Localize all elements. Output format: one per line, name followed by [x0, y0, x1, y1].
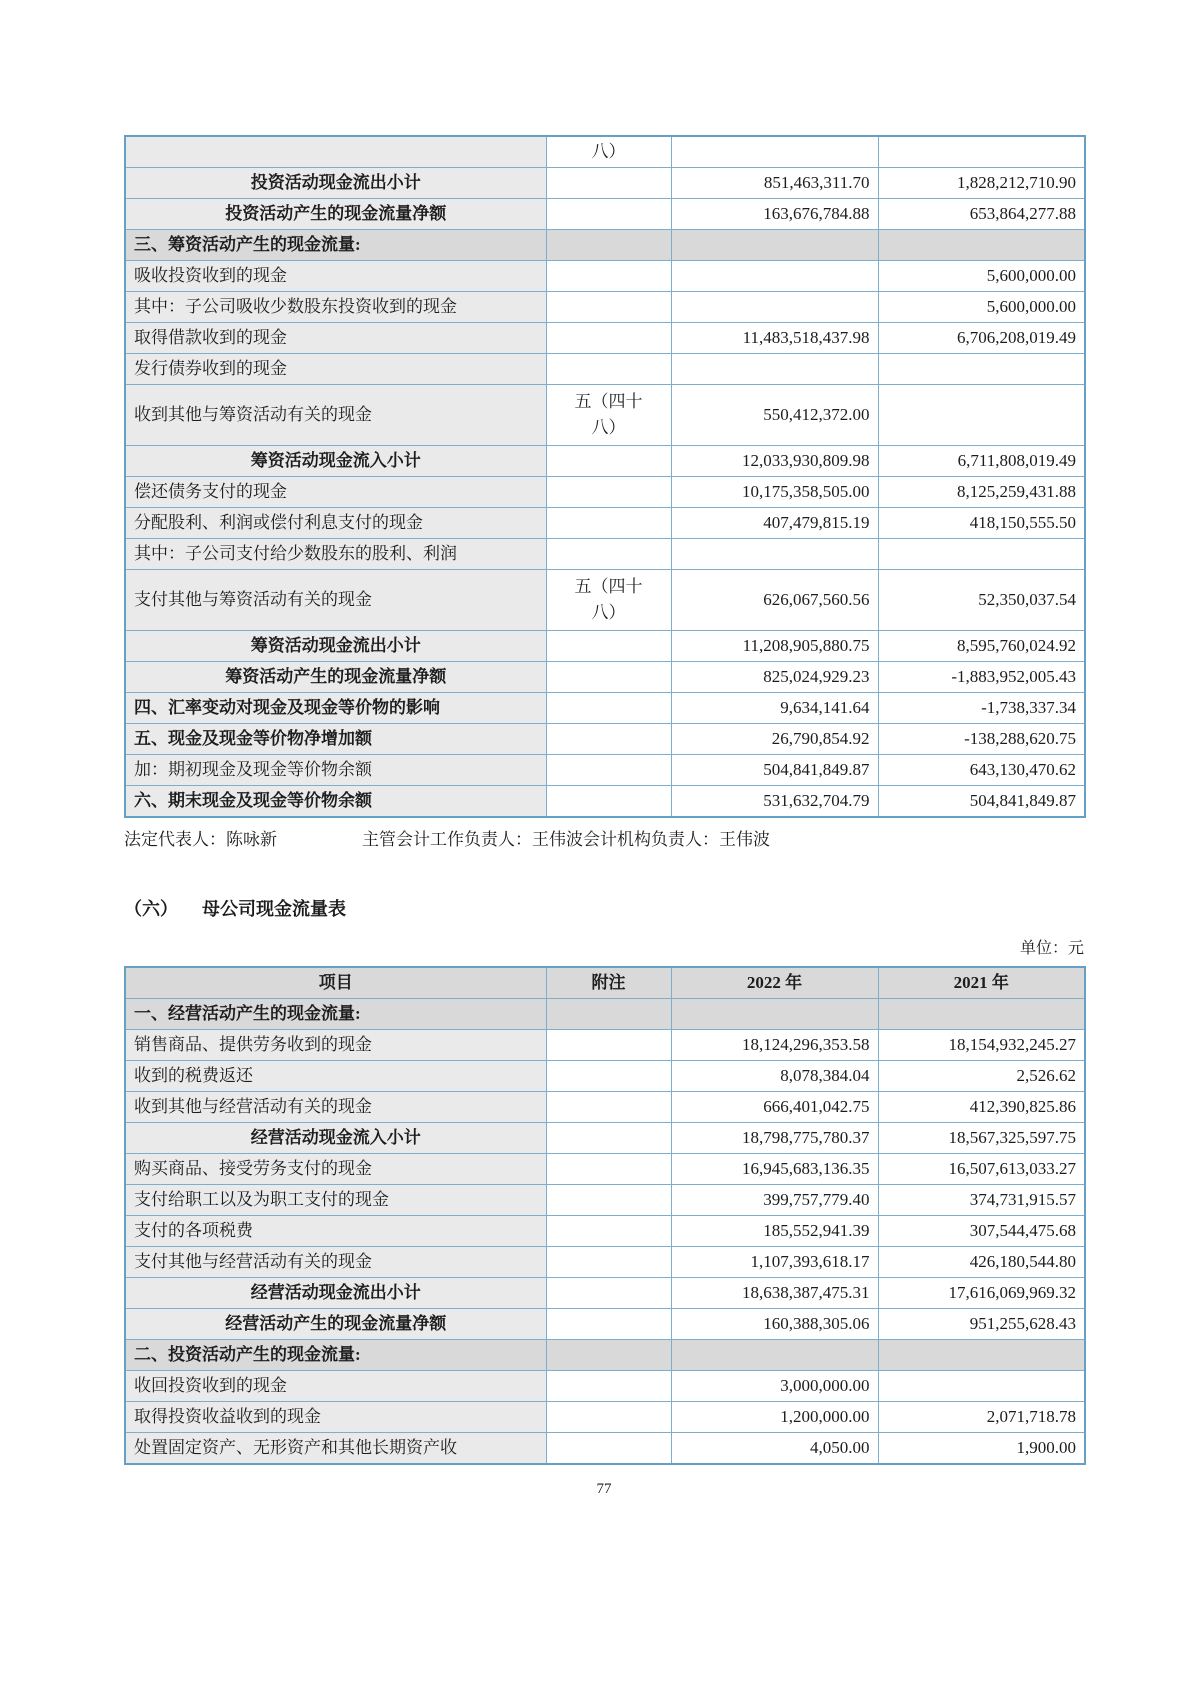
- table-row: [125, 1340, 1085, 1371]
- item-cell: 经营活动产生的现金流量净额: [125, 1309, 546, 1340]
- value-2022-cell: 163,676,784.88: [671, 199, 878, 230]
- value-2021-cell: 2,071,718.78: [878, 1402, 1085, 1433]
- value-2022-cell: 550,412,372.00: [671, 385, 878, 446]
- value-2022-cell: 18,798,775,780.37: [671, 1123, 878, 1154]
- item-cell: [125, 136, 546, 168]
- value-2021-cell: 412,390,825.86: [878, 1092, 1085, 1123]
- item-cell: 取得借款收到的现金: [125, 323, 546, 354]
- value-2022-cell: [671, 230, 878, 261]
- value-2022-cell: 18,124,296,353.58: [671, 1030, 878, 1061]
- value-2021-cell: -138,288,620.75: [878, 724, 1085, 755]
- value-2021-cell: 6,711,808,019.49: [878, 446, 1085, 477]
- value-2021-cell: 8,595,760,024.92: [878, 631, 1085, 662]
- item-cell: 偿还债务支付的现金: [125, 477, 546, 508]
- value-2022-cell: 18,638,387,475.31: [671, 1278, 878, 1309]
- note-cell: [546, 1030, 671, 1061]
- value-2021-cell: [878, 385, 1085, 446]
- table-row: [125, 755, 1085, 786]
- value-2022-cell: [671, 354, 878, 385]
- value-2021-cell: 643,130,470.62: [878, 755, 1085, 786]
- note-cell: [546, 1371, 671, 1402]
- note-cell: [546, 1433, 671, 1465]
- note-cell: [546, 1154, 671, 1185]
- report-page-content: [124, 135, 1084, 1499]
- table-row: [125, 477, 1085, 508]
- table-row: [125, 508, 1085, 539]
- value-2021-cell: -1,883,952,005.43: [878, 662, 1085, 693]
- item-cell: 五、现金及现金等价物净增加额: [125, 724, 546, 755]
- note-cell: [546, 631, 671, 662]
- table-row: [125, 570, 1085, 631]
- item-cell: 处置固定资产、无形资产和其他长期资产收: [125, 1433, 546, 1465]
- parent-table-body: [125, 999, 1085, 1465]
- item-cell: 经营活动现金流出小计: [125, 1278, 546, 1309]
- value-2022-cell: 399,757,779.40: [671, 1185, 878, 1216]
- value-2022-cell: 16,945,683,136.35: [671, 1154, 878, 1185]
- note-cell: [546, 385, 671, 446]
- item-cell: 分配股利、利润或偿付利息支付的现金: [125, 508, 546, 539]
- value-2022-cell: 626,067,560.56: [671, 570, 878, 631]
- value-2021-cell: 951,255,628.43: [878, 1309, 1085, 1340]
- value-2022-cell: 825,024,929.23: [671, 662, 878, 693]
- value-2022-cell: 851,463,311.70: [671, 168, 878, 199]
- item-cell: 二、投资活动产生的现金流量:: [125, 1340, 546, 1371]
- value-2022-cell: [671, 539, 878, 570]
- value-2021-cell: 18,154,932,245.27: [878, 1030, 1085, 1061]
- table-row: [125, 693, 1085, 724]
- item-cell: 取得投资收益收到的现金: [125, 1402, 546, 1433]
- table-row: [125, 446, 1085, 477]
- note-cell: [546, 755, 671, 786]
- note-cell: [546, 508, 671, 539]
- header-2021-column: 2021 年: [878, 967, 1085, 999]
- value-2021-cell: 5,600,000.00: [878, 292, 1085, 323]
- note-text: 五（四十八）: [574, 577, 643, 622]
- note-cell: [546, 1123, 671, 1154]
- note-text: 五（四十八）: [574, 392, 643, 437]
- note-cell: [546, 1185, 671, 1216]
- item-cell: 经营活动现金流入小计: [125, 1123, 546, 1154]
- value-2021-cell: 374,731,915.57: [878, 1185, 1085, 1216]
- item-cell: 一、经营活动产生的现金流量:: [125, 999, 546, 1030]
- note-cell: [546, 786, 671, 818]
- value-2022-cell: [671, 1340, 878, 1371]
- value-2021-cell: [878, 1340, 1085, 1371]
- table-row: [125, 354, 1085, 385]
- note-cell: [546, 1402, 671, 1433]
- item-cell: 加：期初现金及现金等价物余额: [125, 755, 546, 786]
- table-row: [125, 999, 1085, 1030]
- value-2021-cell: 16,507,613,033.27: [878, 1154, 1085, 1185]
- table-row: [125, 1278, 1085, 1309]
- item-cell: 三、筹资活动产生的现金流量:: [125, 230, 546, 261]
- value-2021-cell: 17,616,069,969.32: [878, 1278, 1085, 1309]
- value-2022-cell: 1,107,393,618.17: [671, 1247, 878, 1278]
- item-cell: 支付其他与筹资活动有关的现金: [125, 570, 546, 631]
- note-cell: [546, 539, 671, 570]
- table-row: [125, 230, 1085, 261]
- value-2021-cell: [878, 354, 1085, 385]
- chief-accountant-text: 主管会计工作负责人：王伟波: [362, 830, 583, 849]
- item-cell: 其中：子公司吸收少数股东投资收到的现金: [125, 292, 546, 323]
- note-cell: [546, 1092, 671, 1123]
- value-2022-cell: [671, 999, 878, 1030]
- table-header-row: [125, 967, 1085, 999]
- value-2022-cell: 11,483,518,437.98: [671, 323, 878, 354]
- note-cell: [546, 1247, 671, 1278]
- item-cell: 支付给职工以及为职工支付的现金: [125, 1185, 546, 1216]
- table-row: [125, 261, 1085, 292]
- value-2021-cell: [878, 1371, 1085, 1402]
- value-2021-cell: 653,864,277.88: [878, 199, 1085, 230]
- item-cell: 支付的各项税费: [125, 1216, 546, 1247]
- item-cell: 吸收投资收到的现金: [125, 261, 546, 292]
- value-2022-cell: 160,388,305.06: [671, 1309, 878, 1340]
- value-2022-cell: 4,050.00: [671, 1433, 878, 1465]
- consolidated-cash-flow-table-continued: [124, 135, 1086, 818]
- item-cell: 投资活动产生的现金流量净额: [125, 199, 546, 230]
- note-cell: [546, 168, 671, 199]
- value-2021-cell: 1,828,212,710.90: [878, 168, 1085, 199]
- item-cell: 其中：子公司支付给少数股东的股利、利润: [125, 539, 546, 570]
- value-2021-cell: [878, 999, 1085, 1030]
- value-2021-cell: -1,738,337.34: [878, 693, 1085, 724]
- value-2022-cell: 9,634,141.64: [671, 693, 878, 724]
- note-cell: [546, 261, 671, 292]
- table-row: [125, 1123, 1085, 1154]
- value-2022-cell: [671, 261, 878, 292]
- note-cell: [546, 999, 671, 1030]
- value-2021-cell: 2,526.62: [878, 1061, 1085, 1092]
- accounting-head-text: 会计机构负责人：王伟波: [583, 830, 770, 849]
- value-2021-cell: [878, 230, 1085, 261]
- table-row: [125, 1216, 1085, 1247]
- table-row: [125, 1030, 1085, 1061]
- value-2021-cell: 307,544,475.68: [878, 1216, 1085, 1247]
- note-cell: [546, 446, 671, 477]
- note-cell: [546, 354, 671, 385]
- item-cell: 收到的税费返还: [125, 1061, 546, 1092]
- item-cell: 支付其他与经营活动有关的现金: [125, 1247, 546, 1278]
- value-2021-cell: 504,841,849.87: [878, 786, 1085, 818]
- section-title: 母公司现金流量表: [202, 899, 346, 919]
- note-cell: [546, 1340, 671, 1371]
- note-cell: [546, 662, 671, 693]
- table-row: [125, 1402, 1085, 1433]
- note-cell: [546, 1216, 671, 1247]
- table-row: [125, 1309, 1085, 1340]
- value-2022-cell: 10,175,358,505.00: [671, 477, 878, 508]
- parent-company-cash-flow-table: [124, 966, 1086, 1465]
- item-cell: 销售商品、提供劳务收到的现金: [125, 1030, 546, 1061]
- consolidated-table-body: [125, 136, 1085, 817]
- table-row: [125, 1371, 1085, 1402]
- value-2021-cell: 18,567,325,597.75: [878, 1123, 1085, 1154]
- note-cell: [546, 1061, 671, 1092]
- note-cell: 八）: [546, 136, 671, 168]
- value-2021-cell: 426,180,544.80: [878, 1247, 1085, 1278]
- header-item-column: 项目: [125, 967, 546, 999]
- note-cell: [546, 323, 671, 354]
- value-2022-cell: [671, 292, 878, 323]
- item-cell: 筹资活动现金流入小计: [125, 446, 546, 477]
- signature-line: [124, 828, 1084, 852]
- table-row: [125, 786, 1085, 818]
- value-2022-cell: 1,200,000.00: [671, 1402, 878, 1433]
- item-cell: 发行债券收到的现金: [125, 354, 546, 385]
- table-row: [125, 1154, 1085, 1185]
- value-2021-cell: [878, 539, 1085, 570]
- table-row: [125, 539, 1085, 570]
- unit-label: 单位：元: [1019, 940, 1084, 957]
- section-index: （六）: [124, 899, 178, 919]
- table-row: [125, 662, 1085, 693]
- legal-representative-text: 法定代表人：陈咏新: [124, 830, 277, 849]
- header-2022-column: 2022 年: [671, 967, 878, 999]
- value-2022-cell: 531,632,704.79: [671, 786, 878, 818]
- value-2021-cell: 1,900.00: [878, 1433, 1085, 1465]
- table-row: [125, 1185, 1085, 1216]
- note-cell: [546, 230, 671, 261]
- note-cell: [546, 570, 671, 631]
- value-2022-cell: 185,552,941.39: [671, 1216, 878, 1247]
- table-row: [125, 323, 1085, 354]
- note-cell: [546, 693, 671, 724]
- note-cell: [546, 477, 671, 508]
- value-2022-cell: 666,401,042.75: [671, 1092, 878, 1123]
- note-cell: [546, 1278, 671, 1309]
- table-row: [125, 168, 1085, 199]
- note-cell: [546, 1309, 671, 1340]
- value-2022-cell: 3,000,000.00: [671, 1371, 878, 1402]
- table-row: [125, 1433, 1085, 1465]
- value-2021-cell: 5,600,000.00: [878, 261, 1085, 292]
- value-2021-cell: [878, 136, 1085, 168]
- table-row: [125, 385, 1085, 446]
- item-cell: 收回投资收到的现金: [125, 1371, 546, 1402]
- value-2022-cell: 8,078,384.04: [671, 1061, 878, 1092]
- value-2021-cell: 52,350,037.54: [878, 570, 1085, 631]
- item-cell: 四、汇率变动对现金及现金等价物的影响: [125, 693, 546, 724]
- item-cell: 投资活动现金流出小计: [125, 168, 546, 199]
- note-cell: [546, 724, 671, 755]
- table-row: [125, 136, 1085, 168]
- item-cell: 筹资活动现金流出小计: [125, 631, 546, 662]
- table-row: [125, 1247, 1085, 1278]
- value-2022-cell: 12,033,930,809.98: [671, 446, 878, 477]
- page-number: 77: [596, 1481, 612, 1497]
- section-heading: [124, 896, 1084, 922]
- value-2021-cell: 6,706,208,019.49: [878, 323, 1085, 354]
- item-cell: 筹资活动产生的现金流量净额: [125, 662, 546, 693]
- table-row: [125, 631, 1085, 662]
- table-row: [125, 1061, 1085, 1092]
- value-2021-cell: 8,125,259,431.88: [878, 477, 1085, 508]
- note-cell: [546, 292, 671, 323]
- table-row: [125, 199, 1085, 230]
- value-2022-cell: [671, 136, 878, 168]
- value-2022-cell: 407,479,815.19: [671, 508, 878, 539]
- header-note-column: 附注: [546, 967, 671, 999]
- value-2021-cell: 418,150,555.50: [878, 508, 1085, 539]
- table-row: [125, 724, 1085, 755]
- item-cell: 六、期末现金及现金等价物余额: [125, 786, 546, 818]
- table-row: [125, 292, 1085, 323]
- item-cell: 购买商品、接受劳务支付的现金: [125, 1154, 546, 1185]
- value-2022-cell: 26,790,854.92: [671, 724, 878, 755]
- value-2022-cell: 11,208,905,880.75: [671, 631, 878, 662]
- item-cell: 收到其他与筹资活动有关的现金: [125, 385, 546, 446]
- note-cell: [546, 199, 671, 230]
- value-2022-cell: 504,841,849.87: [671, 755, 878, 786]
- table-row: [125, 1092, 1085, 1123]
- item-cell: 收到其他与经营活动有关的现金: [125, 1092, 546, 1123]
